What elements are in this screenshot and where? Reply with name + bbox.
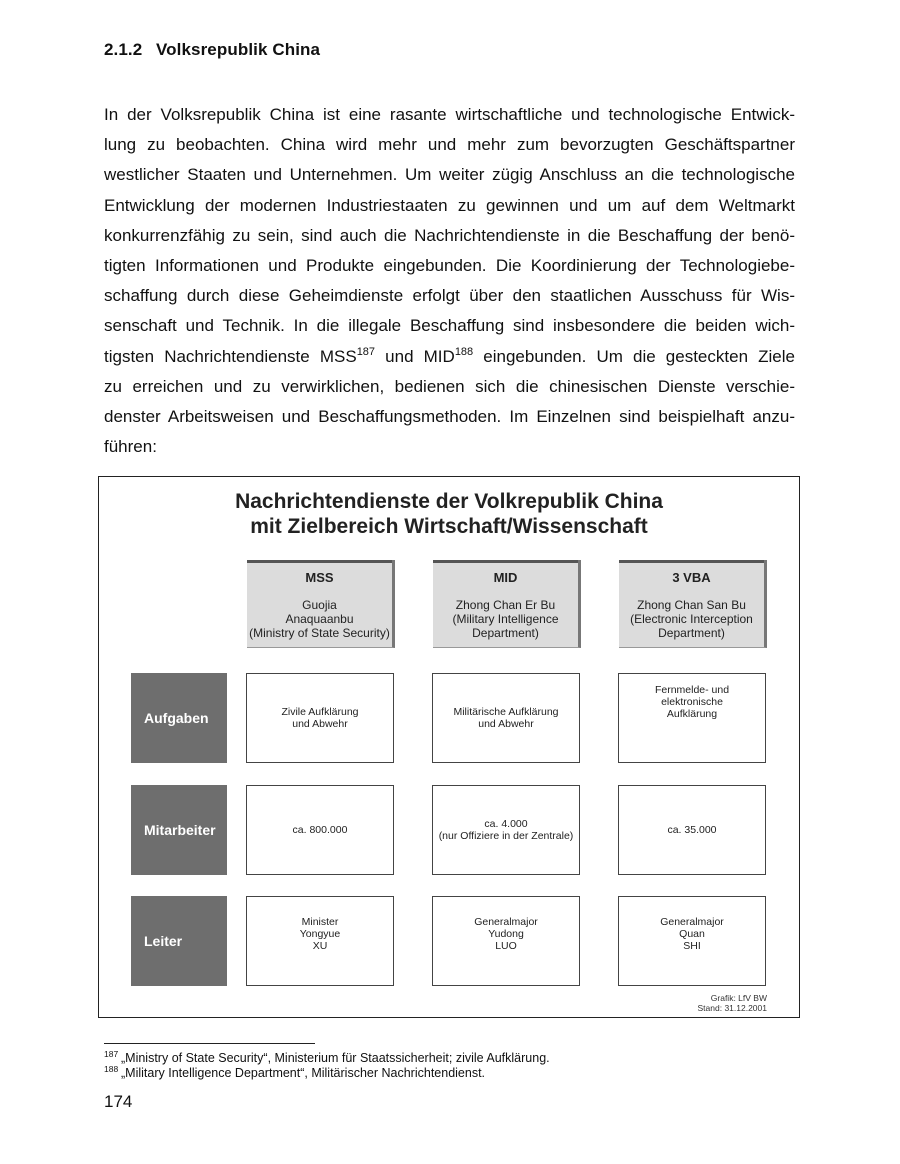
paragraph-line: westlicher Staaten und Unternehmen. Um weiter zügig Anschluss an die technologische	[104, 165, 795, 185]
cell-aufgaben-mss	[246, 673, 394, 763]
footnote-ref-188[interactable]: 188	[454, 345, 474, 358]
intelligence-services-figure	[98, 476, 800, 1018]
footnote-number: 187	[104, 1049, 119, 1059]
paragraph-line: In der Volksrepublik China ist eine rasante wirtschaftliche und technologische Entwick-	[104, 105, 795, 124]
paragraph-line: zu erreichen und zu verwirklichen, bedienen sich die chinesischen Dienste verschie-	[104, 376, 795, 396]
paragraph-line: denster Arbeitsweisen und Beschaffungsmethoden. Im Einzelnen sind beispielhaft anzu-	[104, 406, 795, 426]
cell-aufgaben-mid	[432, 673, 580, 763]
footnote-188	[104, 1066, 485, 1080]
cell-text: ca. 35.000	[667, 824, 717, 836]
figure-title-line: Nachrichtendienste der Volkrepublik China	[235, 490, 663, 513]
cell-text: Generalmajor Yudong LUO	[474, 916, 538, 952]
credit-line: Grafik: LfV BW	[710, 993, 767, 1003]
cell-text: Generalmajor Quan SHI	[660, 916, 724, 952]
cell-text: Zivile Aufklärung und Abwehr	[281, 706, 359, 730]
cell-leiter-3vba	[618, 896, 766, 986]
credit-line: Stand: 31.12.2001	[697, 1003, 767, 1013]
paragraph-line: konkurrenzfähig zu sein, sind auch die Nachrichtendienste in die Beschaffung der benö-	[104, 225, 795, 245]
paragraph-line: schaffung durch diese Geheimdienste erfolgt über den staatlichen Ausschuss für Wis-	[104, 286, 795, 306]
cell-aufgaben-3vba	[618, 673, 766, 763]
cell-text: ca. 800.000	[292, 824, 348, 836]
footnote-text: „Military Intelligence Department“, Militärischer Nachrichtendienst.	[121, 1066, 486, 1080]
column-abbr: MSS	[305, 570, 334, 585]
section-heading	[104, 40, 320, 60]
body-paragraph	[104, 100, 795, 462]
figure-title	[99, 489, 799, 539]
footnote-divider	[104, 1043, 315, 1044]
footnote-187	[104, 1051, 550, 1065]
section-title: Volksrepublik China	[156, 40, 321, 59]
column-abbr: 3 VBA	[672, 570, 711, 585]
cell-mitarbeiter-mss	[246, 785, 394, 875]
cell-leiter-mid	[432, 896, 580, 986]
paragraph-line: Entwicklung der modernen Industriestaaten zu gewinnen und um auf dem Weltmarkt	[104, 195, 795, 215]
cell-text: Militärische Aufklärung und Abwehr	[453, 706, 559, 730]
figure-credit	[698, 993, 767, 1013]
cell-text: ca. 4.000 (nur Offiziere in der Zentrale)	[438, 818, 574, 842]
paragraph-line: tigten Informationen und Produkte eingebunden. Die Koordinierung der Technologiebe-	[104, 255, 795, 275]
cell-mitarbeiter-3vba	[618, 785, 766, 875]
cell-text: Fernmelde- und elektronische Aufklärung	[654, 684, 730, 720]
cell-text: Minister Yongyue XU	[299, 916, 341, 952]
footnote-number: 188	[104, 1064, 119, 1074]
section-number: 2.1.2	[104, 40, 143, 59]
column-abbr: MID	[493, 570, 518, 585]
cell-leiter-mss	[246, 896, 394, 986]
page-number: 174	[104, 1092, 133, 1111]
column-desc: Guojia Anaquaanbu (Ministry of State Security)	[249, 598, 390, 640]
figure-title-line: mit Zielbereich Wirtschaft/Wissenschaft	[250, 515, 648, 538]
paragraph-line: führen:	[104, 437, 157, 457]
row-label-aufgaben: Aufgaben	[131, 673, 227, 763]
paragraph-line: senschaft und Technik. In die illegale Beschaffung sind insbesondere die beiden wich-	[104, 316, 795, 336]
row-label-leiter: Leiter	[131, 896, 227, 986]
paragraph-line-with-footnotes	[104, 342, 795, 372]
text-run: tigsten Nachrichtendienste MSS	[104, 346, 357, 366]
text-run: und MID	[375, 346, 455, 366]
column-header-3vba	[619, 560, 767, 648]
footnote-ref-187[interactable]: 187	[356, 345, 376, 358]
column-desc: Zhong Chan San Bu (Electronic Interception Department)	[630, 598, 753, 640]
cell-mitarbeiter-mid	[432, 785, 580, 875]
text-run: eingebunden. Um die gesteckten Ziele	[473, 346, 795, 366]
row-label-mitarbeiter: Mitarbeiter	[131, 785, 227, 875]
paragraph-line: lung zu beobachten. China wird mehr und mehr zum bevorzugten Geschäftspartner	[104, 135, 795, 155]
column-desc: Zhong Chan Er Bu (Military Intelligence Department)	[452, 598, 559, 640]
column-header-mss	[247, 560, 395, 648]
column-header-mid	[433, 560, 581, 648]
footnote-text: „Ministry of State Security“, Ministerium für Staatssicherheit; zivile Aufklärung.	[121, 1051, 550, 1065]
